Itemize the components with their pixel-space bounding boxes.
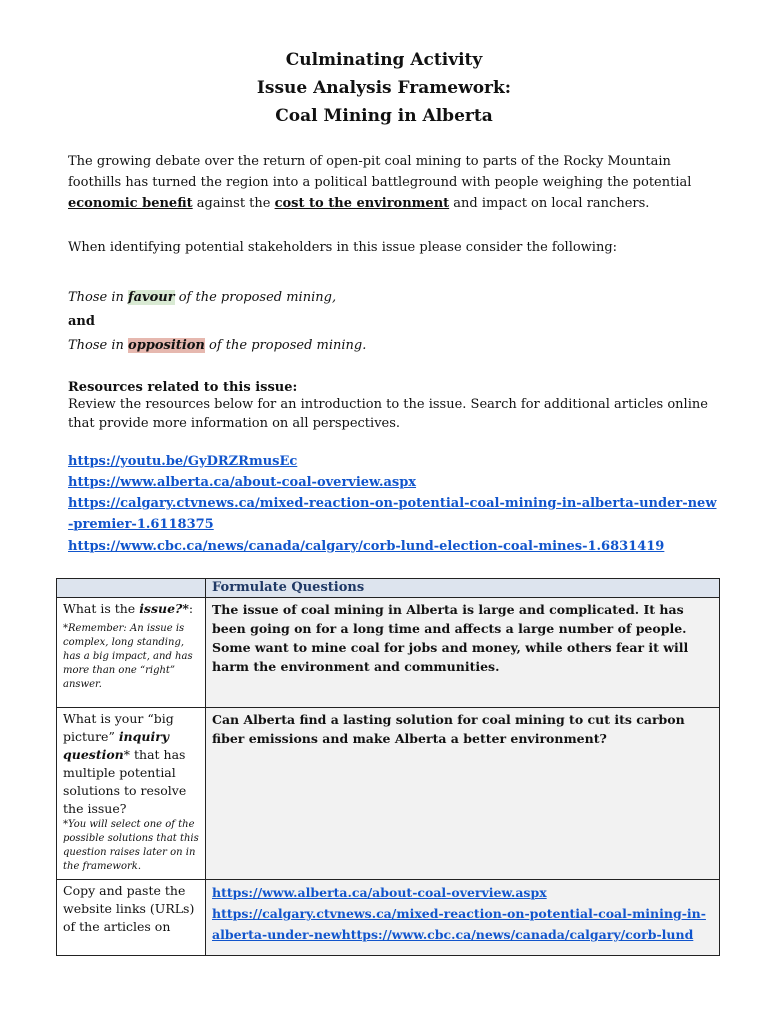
opposition-word: opposition — [128, 338, 205, 353]
title-line-1: Culminating Activity — [285, 50, 483, 70]
table-header-row — [57, 579, 720, 598]
intro-paragraph — [68, 151, 718, 214]
inquiry-q-pre: What is your “big picture” — [63, 711, 174, 744]
links-question-cell: Copy and paste the website links (URLs) of the articles on — [57, 880, 206, 956]
opposition-line — [68, 335, 718, 356]
answer-link-2[interactable]: https://calgary.ctvnews.ca/mixed-reaction-on-potential-coal-mining-in- — [212, 906, 706, 921]
issue-note: *Remember: An issue is complex, long standing, has a big impact, and has more than one “right” answer. — [63, 623, 193, 690]
favour-word: favour — [128, 290, 175, 305]
economic-benefit: economic benefit — [68, 196, 193, 211]
resource-link-2[interactable]: https://www.alberta.ca/about-coal-overview.aspx — [68, 475, 417, 490]
and-line: and — [68, 314, 95, 329]
resource-link-3[interactable]: https://calgary.ctvnews.ca/mixed-reaction-on-potential-coal-mining-in-alberta-under-new — [68, 496, 717, 511]
favour-line — [68, 287, 718, 308]
intro-text-3: and impact on local ranchers. — [449, 196, 650, 211]
favour-post: of the proposed mining, — [174, 290, 337, 305]
issue-answer-cell[interactable]: The issue of coal mining in Alberta is large and complicated. It has been going on for a long time and affects a large number of people. Some want to mine coal for jobs and money, while others fear it will harm the environment and communities. — [206, 598, 720, 708]
answer-link-3[interactable]: alberta-under-newhttps://www.cbc.ca/news/canada/calgary/corb-lund — [212, 927, 694, 942]
cost-to-environment: cost to the environment — [274, 196, 450, 211]
issue-q-pre: What is the — [63, 601, 140, 616]
issue-q-post: : — [188, 601, 194, 616]
favour-pre: Those in — [68, 290, 129, 305]
opp-pre: Those in — [68, 338, 129, 353]
header-formulate-questions: Formulate Questions — [206, 579, 720, 598]
issue-q-em: issue?* — [139, 601, 189, 616]
inquiry-q-post: * that has multiple potential solutions to resolve the issue? — [63, 747, 187, 816]
header-empty-cell — [57, 579, 206, 598]
table-row — [57, 880, 720, 956]
intro-text-2: against the — [192, 196, 275, 211]
resource-link-1[interactable]: https://youtu.be/GyDRZRmusEc — [68, 454, 298, 469]
framework-table — [56, 578, 720, 956]
table-row — [57, 598, 720, 708]
opp-post: of the proposed mining. — [204, 338, 367, 353]
intro-text-1: The growing debate over the return of open-pit coal mining to parts of the Rocky Mountain foothills has turned the region into a political battleground with people weighing the potential — [68, 154, 692, 190]
issue-question-cell — [57, 598, 206, 708]
table-row — [57, 708, 720, 880]
inquiry-question-cell — [57, 708, 206, 880]
resource-link-3-cont[interactable]: -premier-1.6118375 — [68, 517, 214, 532]
resources-heading: Resources related to this issue: — [68, 380, 298, 395]
stakeholder-prompt: When identifying potential stakeholders in this issue please consider the following: — [68, 240, 618, 255]
resources-text: Review the resources below for an introduction to the issue. Search for additional articles online that provide more information on all perspectives. — [68, 397, 708, 431]
answer-link-1[interactable]: https://www.alberta.ca/about-coal-overview.aspx — [212, 885, 547, 900]
inquiry-note: *You will select one of the possible solutions that this question raises later on in the framework. — [63, 819, 199, 872]
inquiry-q-em: inquiry question — [63, 729, 170, 762]
links-answer-cell[interactable] — [206, 880, 720, 956]
title-line-3: Coal Mining in Alberta — [275, 106, 493, 126]
resource-link-4[interactable]: https://www.cbc.ca/news/canada/calgary/corb-lund-election-coal-mines-1.6831419 — [68, 539, 665, 554]
title-line-2: Issue Analysis Framework: — [256, 78, 512, 98]
inquiry-answer-cell[interactable]: Can Alberta find a lasting solution for coal mining to cut its carbon fiber emissions and make Alberta a better environment? — [206, 708, 720, 880]
